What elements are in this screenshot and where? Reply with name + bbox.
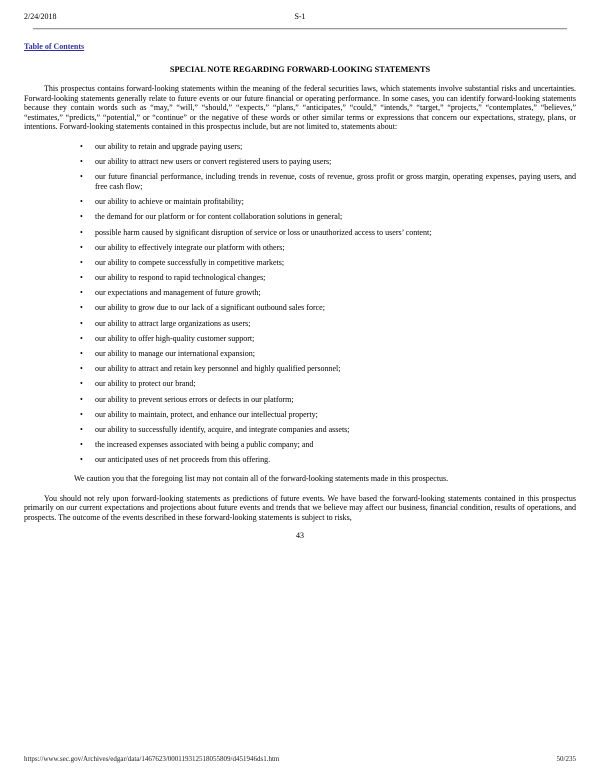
list-item: [80, 440, 576, 450]
print-header: [24, 12, 576, 22]
bullet-marker-icon: •: [80, 273, 83, 283]
bullet-marker-icon: •: [80, 227, 83, 237]
list-item: [80, 349, 576, 359]
list-item-text: our ability to offer high-quality customer support;: [95, 333, 255, 343]
list-item: [80, 319, 576, 329]
list-item: [80, 197, 576, 207]
bullet-marker-icon: •: [80, 394, 83, 404]
list-item-text: the demand for our platform or for content collaboration solutions in general;: [95, 212, 343, 222]
bullet-marker-icon: •: [80, 141, 83, 151]
bullet-marker-icon: •: [80, 409, 83, 419]
bullet-marker-icon: •: [80, 257, 83, 267]
list-item: [80, 455, 576, 465]
bullet-marker-icon: •: [80, 212, 83, 222]
list-item-text: our ability to attract new users or convert registered users to paying users;: [95, 157, 332, 167]
list-item: [80, 425, 576, 435]
list-item: [80, 258, 576, 268]
intro-paragraph: This prospectus contains forward-looking statements within the meaning of the federal securities laws, which statements involve substantial risks and uncertainties. Forward-looking statements generally relate to future events or our future financial or operating performance. In some cases, you can identify forward-looking statements because they contain words such as “may,” “will,” “should,” “expects,” “plans,” “anticipates,” “could,” “intends,” “target,” “projects,” “contemplates,” “believes,” “estimates,” “predicts,” “potential,” or “continue” or the negative of these words or other similar terms or expressions that concern our expectations, strategy, plans, or intentions. Forward-looking statements contained in this prospectus include, but are not limited to, statements about:: [24, 84, 576, 132]
bullet-marker-icon: •: [80, 172, 83, 182]
list-item: [80, 228, 576, 238]
list-item-text: our ability to effectively integrate our platform with others;: [95, 242, 285, 252]
bullet-marker-icon: •: [80, 288, 83, 298]
print-footer-url: https://www.sec.gov/Archives/edgar/data/1467623/000119312518055809/d451946ds1.htm: [24, 755, 280, 763]
list-item: [80, 157, 576, 167]
list-item-text: our ability to protect our brand;: [95, 379, 196, 389]
bullet-marker-icon: •: [80, 197, 83, 207]
bullet-marker-icon: •: [80, 242, 83, 252]
bullet-marker-icon: •: [80, 333, 83, 343]
list-item: [80, 334, 576, 344]
list-item: [80, 243, 576, 253]
list-item-text: our ability to retain and upgrade paying users;: [95, 141, 243, 151]
list-item: [80, 379, 576, 389]
list-item: [80, 410, 576, 420]
print-footer-page-indicator: 50/235: [556, 755, 576, 763]
print-header-doc-type: S-1: [294, 12, 306, 21]
bullet-marker-icon: •: [80, 455, 83, 465]
list-item-text: our future financial performance, including trends in revenue, costs of revenue, gross profit or gross margin, operating expenses, paying users, and free cash flow;: [95, 172, 576, 191]
page-title: SPECIAL NOTE REGARDING FORWARD-LOOKING STATEMENTS: [169, 65, 431, 74]
list-item: [80, 273, 576, 283]
list-item-text: possible harm caused by significant disruption of service or loss or unauthorized access to users’ content;: [95, 227, 432, 237]
print-header-date: 2/24/2018: [24, 12, 57, 21]
bullet-marker-icon: •: [80, 157, 83, 167]
bullet-marker-icon: •: [80, 364, 83, 374]
list-item-text: our ability to attract and retain key personnel and highly qualified personnel;: [95, 364, 341, 374]
list-item: [80, 142, 576, 152]
print-footer: [24, 755, 576, 763]
list-item-text: our ability to grow due to our lack of a significant outbound sales force;: [95, 303, 325, 313]
list-item: [80, 288, 576, 298]
forward-looking-bullet-list: [80, 142, 576, 465]
list-item: [80, 172, 576, 191]
list-item: [80, 303, 576, 313]
caution-paragraph: We caution you that the foregoing list may not contain all of the forward-looking statements made in this prospectus.: [74, 473, 449, 483]
document-body: [24, 84, 576, 541]
list-item-text: our ability to successfully identify, acquire, and integrate companies and assets;: [95, 424, 350, 434]
list-item: [80, 364, 576, 374]
list-item-text: our ability to respond to rapid technological changes;: [95, 273, 266, 283]
list-item-text: our anticipated uses of net proceeds from this offering.: [95, 455, 271, 465]
list-item-text: our ability to prevent serious errors or defects in our platform;: [95, 394, 294, 404]
bullet-marker-icon: •: [80, 303, 83, 313]
list-item-text: our ability to compete successfully in competitive markets;: [95, 257, 285, 267]
list-item-text: our ability to manage our international expansion;: [95, 349, 255, 358]
bullet-marker-icon: •: [80, 318, 83, 328]
bullet-marker-icon: •: [80, 440, 83, 450]
list-item-text: our ability to attract large organizations as users;: [95, 318, 251, 328]
bullet-marker-icon: •: [80, 349, 83, 358]
header-divider: [33, 28, 567, 30]
list-item-text: our expectations and management of future growth;: [95, 288, 261, 298]
list-item: [80, 395, 576, 405]
table-of-contents-link[interactable]: Table of Contents: [24, 42, 85, 51]
list-item: [80, 212, 576, 222]
page-number: 43: [296, 531, 304, 541]
list-item-text: our ability to maintain, protect, and enhance our intellectual property;: [95, 409, 318, 419]
list-item-text: our ability to achieve or maintain profitability;: [95, 197, 244, 207]
bullet-marker-icon: •: [80, 424, 83, 434]
list-item-text: the increased expenses associated with being a public company; and: [95, 440, 314, 450]
bullet-marker-icon: •: [80, 379, 83, 389]
closing-paragraph: You should not rely upon forward-looking statements as predictions of future events. We have based the forward-looking statements contained in this prospectus primarily on our current expectations and projections about future events and trends that we believe may affect our business, financial condition, results of operations, and prospects. The outcome of the events described in these forward-looking statements is subject to risks,: [24, 493, 576, 522]
